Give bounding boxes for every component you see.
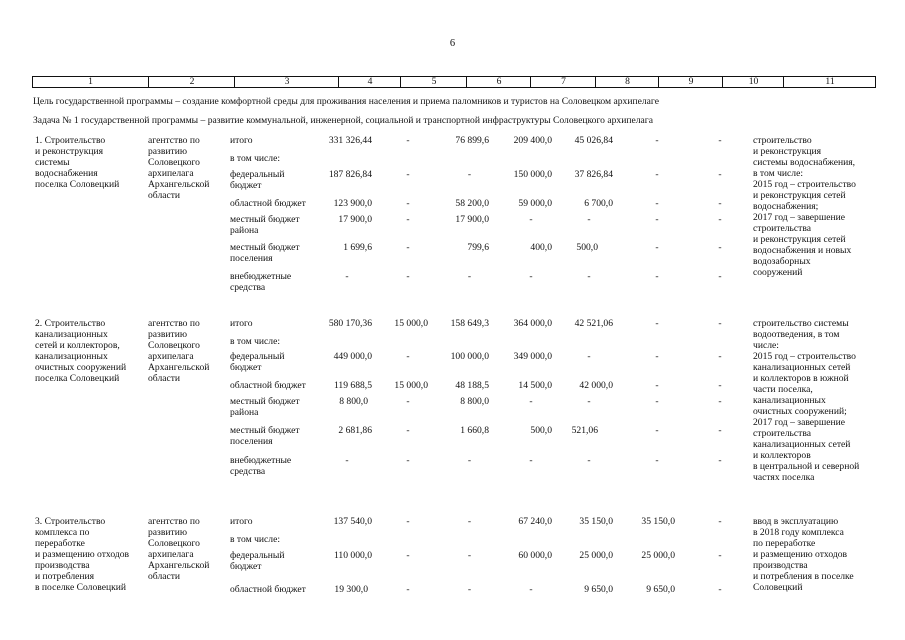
year-2018-cell: - — [655, 396, 659, 407]
year-2015-cell: - — [467, 584, 472, 595]
year-2015-cell: 17 900,0 — [455, 214, 489, 225]
year-2019-cell: - — [718, 584, 722, 595]
year-2018-cell: - — [655, 425, 659, 436]
source-label: местный бюджет района — [230, 396, 300, 418]
year-2014-cell: - — [406, 169, 410, 180]
year-2016-cell: 60 000,0 — [518, 550, 552, 561]
year-2018-cell: - — [655, 351, 659, 362]
year-2014-cell: 15 000,0 — [394, 380, 428, 391]
year-2014-cell: - — [406, 271, 410, 282]
year-2016-cell: 349 000,0 — [513, 351, 552, 362]
source-label: федеральный бюджет — [230, 550, 285, 572]
column-number-header — [32, 76, 876, 88]
year-2017-cell: 9 650,0 — [584, 584, 613, 595]
year-2015-cell: - — [467, 550, 472, 561]
year-2014-cell: - — [406, 214, 410, 225]
total-cell: 2 681,86 — [338, 425, 372, 436]
year-2019-cell: - — [718, 425, 722, 436]
total-cell: 580 170,36 — [328, 318, 372, 329]
year-2016-cell: - — [529, 214, 533, 225]
header-col-1: 1 — [88, 76, 93, 87]
section-2-name: 2. Строительство канализационных сетей и коллекторов, канализационных очистных сооружений поселка Соловецкий — [35, 318, 127, 384]
year-2015-cell: - — [467, 516, 472, 527]
year-2016-cell: - — [529, 396, 533, 407]
total-cell: 17 900,0 — [338, 214, 372, 225]
year-2016-cell: - — [529, 271, 533, 282]
year-2018-cell: - — [655, 214, 659, 225]
year-2017-cell: 25 000,0 — [579, 550, 613, 561]
source-label: федеральный бюджет — [230, 169, 285, 191]
header-col-5: 5 — [400, 77, 467, 87]
year-2018-cell: - — [655, 318, 659, 329]
year-2014-cell: - — [406, 455, 410, 466]
source-label: внебюджетные средства — [230, 455, 292, 477]
year-2014-cell: - — [406, 198, 410, 209]
total-cell: 123 900,0 — [333, 198, 372, 209]
total-cell: - — [345, 271, 349, 282]
year-2018-cell: 35 150,0 — [641, 516, 675, 527]
source-label: областной бюджет — [230, 198, 306, 209]
year-2017-cell: 35 150,0 — [579, 516, 613, 527]
source-label: внебюджетные средства — [230, 271, 292, 293]
source-label: областной бюджет — [230, 584, 306, 595]
year-2016-cell: 67 240,0 — [518, 516, 552, 527]
year-2017-cell: 500,0 — [576, 242, 598, 253]
year-2014-cell: 15 000,0 — [394, 318, 428, 329]
header-col-7: 7 — [530, 77, 596, 87]
year-2017-cell: 6 700,0 — [584, 198, 613, 209]
total-cell: 1 699,6 — [343, 242, 372, 253]
year-2017-cell: - — [587, 271, 591, 282]
source-label: местный бюджет поселения — [230, 242, 300, 264]
source-label: федеральный бюджет — [230, 351, 285, 373]
year-2019-cell: - — [718, 455, 722, 466]
year-2019-cell: - — [718, 214, 722, 225]
year-2016-cell: 150 000,0 — [513, 169, 552, 180]
year-2017-cell: - — [587, 396, 591, 407]
year-2018-cell: - — [655, 271, 659, 282]
year-2019-cell: - — [718, 242, 722, 253]
year-2014-cell: - — [406, 425, 410, 436]
year-2017-cell: - — [587, 214, 591, 225]
year-2018-cell: - — [655, 135, 659, 146]
section-1-result: строительство и реконструкция системы водоснабжения, в том числе: 2015 год – строительство и реконструкция сетей водоснабжения; 2017 год – завершение строительства и реконструкция сетей водоснабжения и новых водозаборных сооружений — [753, 135, 856, 278]
section-1-name: 1. Строительство и реконструкция системы водоснабжения поселка Соловецкий — [35, 135, 120, 190]
year-2019-cell: - — [718, 135, 722, 146]
year-2014-cell: - — [406, 516, 410, 527]
year-2016-cell: 364 000,0 — [513, 318, 552, 329]
year-2015-cell: 8 800,0 — [460, 396, 489, 407]
source-label: областной бюджет — [230, 380, 306, 391]
total-cell: - — [345, 455, 349, 466]
source-label: итого — [230, 516, 253, 527]
source-label: итого — [230, 135, 253, 146]
year-2019-cell: - — [718, 351, 722, 362]
year-2015-cell: 48 188,5 — [455, 380, 489, 391]
year-2017-cell: - — [587, 455, 591, 466]
source-label: местный бюджет поселения — [230, 425, 300, 447]
year-2019-cell: - — [718, 169, 722, 180]
year-2016-cell: 59 000,0 — [518, 198, 552, 209]
year-2014-cell: - — [406, 584, 410, 595]
section-2-executor: агентство по развитию Соловецкого архипелага Архангельской области — [148, 318, 210, 384]
year-2014-cell: - — [406, 396, 410, 407]
year-2014-cell: - — [406, 351, 410, 362]
total-cell: 8 800,0 — [339, 396, 368, 407]
total-cell: 119 688,5 — [333, 380, 372, 391]
header-col-10: 10 — [722, 77, 784, 87]
year-2016-cell: - — [529, 584, 533, 595]
year-2019-cell: - — [718, 318, 722, 329]
total-cell: 331 326,44 — [328, 135, 372, 146]
source-label: итого — [230, 318, 253, 329]
year-2017-cell: 42 521,06 — [574, 318, 613, 329]
year-2017-cell: 42 000,0 — [579, 380, 613, 391]
header-col-2: 2 — [148, 77, 235, 87]
year-2015-cell: 76 899,6 — [455, 135, 489, 146]
source-label: в том числе: — [230, 336, 281, 347]
page-number: 6 — [449, 38, 456, 49]
year-2017-cell: - — [587, 351, 591, 362]
year-2019-cell: - — [718, 271, 722, 282]
year-2015-cell: - — [467, 455, 472, 466]
year-2019-cell: - — [718, 198, 722, 209]
section-3-result: ввод в эксплуатацию в 2018 году комплекса по переработке и размещению отходов производства и потребления в поселке Соловецкий — [753, 516, 854, 593]
year-2015-cell: - — [467, 169, 472, 180]
year-2019-cell: - — [718, 516, 722, 527]
section-3-name: 3. Строительство комплекса по переработке и размещению отходов производства и потребления в поселке Соловецкий — [35, 516, 130, 593]
header-col-8: 8 — [595, 77, 659, 87]
year-2019-cell: - — [718, 550, 722, 561]
year-2015-cell: 100 000,0 — [450, 351, 489, 362]
goal-line: Цель государственной программы – создание комфортной среды для проживания населения и приема паломников и туристов на Соловецком архипелаге — [33, 96, 659, 107]
task-line: Задача № 1 государственной программы – развитие коммунальной, инженерной, социальной и транспортной инфраструктуры Соловецкого архипелага — [33, 115, 653, 126]
header-col-9: 9 — [658, 77, 723, 87]
year-2016-cell: 500,0 — [530, 425, 552, 436]
year-2016-cell: 400,0 — [530, 242, 552, 253]
header-col-3: 3 — [234, 77, 339, 87]
year-2017-cell: 37 826,84 — [574, 169, 613, 180]
year-2018-cell: 9 650,0 — [646, 584, 675, 595]
year-2018-cell: - — [655, 169, 659, 180]
year-2018-cell: 25 000,0 — [641, 550, 675, 561]
source-label: в том числе: — [230, 153, 281, 164]
year-2018-cell: - — [655, 198, 659, 209]
year-2015-cell: 158 649,3 — [450, 318, 489, 329]
year-2019-cell: - — [718, 380, 722, 391]
year-2017-cell: 521,06 — [571, 425, 598, 436]
year-2016-cell: - — [529, 455, 533, 466]
source-label: местный бюджет района — [230, 214, 300, 236]
total-cell: 449 000,0 — [333, 351, 372, 362]
total-cell: 110 000,0 — [333, 550, 372, 561]
year-2014-cell: - — [406, 135, 410, 146]
header-col-11: 11 — [783, 77, 876, 87]
total-cell: 137 540,0 — [333, 516, 372, 527]
year-2016-cell: 209 400,0 — [513, 135, 552, 146]
section-1-executor: агентство по развитию Соловецкого архипелага Архангельской области — [148, 135, 210, 201]
year-2018-cell: - — [655, 455, 659, 466]
year-2015-cell: 58 200,0 — [455, 198, 489, 209]
year-2018-cell: - — [655, 242, 659, 253]
header-col-6: 6 — [466, 77, 531, 87]
total-cell: 19 300,0 — [334, 584, 368, 595]
year-2017-cell: 45 026,84 — [574, 135, 613, 146]
year-2016-cell: 14 500,0 — [518, 380, 552, 391]
year-2014-cell: - — [406, 242, 410, 253]
year-2014-cell: - — [406, 550, 410, 561]
total-cell: 187 826,84 — [328, 169, 372, 180]
year-2019-cell: - — [718, 396, 722, 407]
section-3-executor: агентство по развитию Соловецкого архипелага Архангельской области — [148, 516, 210, 582]
header-col-4: 4 — [338, 77, 401, 87]
year-2018-cell: - — [655, 380, 659, 391]
source-label: в том числе: — [230, 534, 281, 545]
year-2015-cell: - — [467, 271, 472, 282]
year-2015-cell: 1 660,8 — [460, 425, 489, 436]
year-2015-cell: 799,6 — [467, 242, 489, 253]
section-2-result: строительство системы водоотведения, в том числе: 2015 год – строительство канализационных сетей и коллекторов в южной части поселка, канализационных очистных сооружений; 2017 год – завершение строительства канализационных сетей и коллекторов в центральной и северной частях поселка — [753, 318, 860, 483]
